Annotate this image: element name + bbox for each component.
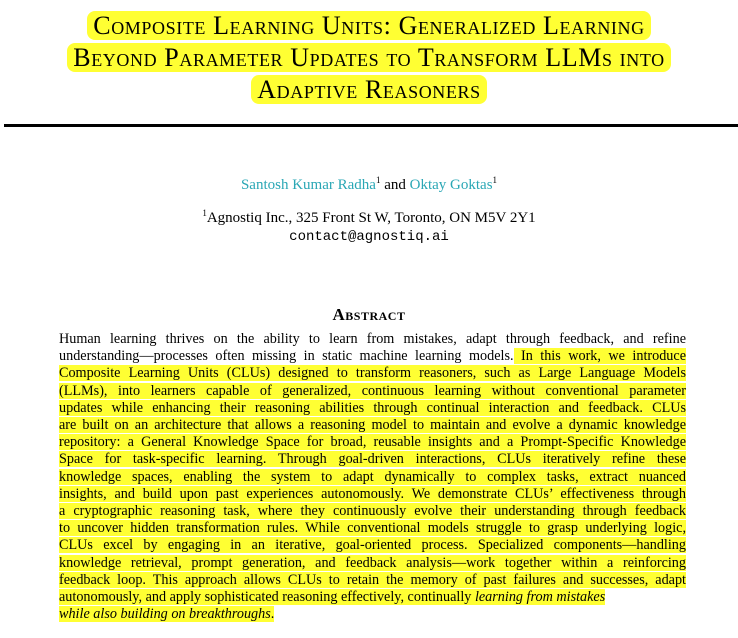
abstract-line [59, 537, 686, 554]
author-list [0, 175, 738, 195]
paper-title [0, 10, 738, 106]
affiliation-mark: 1 [202, 208, 207, 218]
abstract-line [59, 520, 686, 537]
author-2-affil-mark: 1 [492, 175, 498, 185]
author-1-affil-mark: 1 [375, 175, 381, 185]
abstract-highlight: (LLMs), into learners capable of generalized, continuous learning without conventional parameter [59, 382, 686, 399]
contact-email[interactable]: contact@agnostiq.ai [289, 229, 449, 245]
abstract-highlight: knowledge retrieval, prompt generation, and feedback analysis—work together within a reinforcing [59, 554, 686, 571]
abstract-line [59, 469, 686, 486]
abstract-line [59, 400, 686, 417]
abstract-highlight: repository: a General Knowledge Space for broad, reusable insights and a Prompt-Specific Knowledge [59, 434, 686, 451]
abstract-line [59, 331, 686, 348]
abstract-line [59, 434, 686, 451]
abstract-highlight: a cryptographic reasoning task, where they continuously evolve their understanding through feedback [59, 503, 686, 520]
abstract-text: Human learning thrives on the ability to learn from mistakes, adapt through feedback, and refine [59, 331, 686, 347]
title-line-1: Composite Learning Units: Generalized Learning [87, 11, 650, 40]
abstract-highlight: Composite Learning Units (CLUs) designed to transform reasoners, such as Large Language Models [59, 365, 686, 382]
abstract-highlight: updates while enhancing their reasoning abilities through continual interaction and feedback. CLUs [59, 399, 686, 416]
author-conjunction: and [384, 177, 406, 193]
abstract-line [59, 503, 686, 520]
abstract-line [59, 486, 686, 503]
abstract-emphasis: learning from mistakes [474, 589, 606, 606]
abstract-highlight: . [270, 606, 275, 623]
title-rule [4, 124, 738, 127]
author-name-1[interactable]: Santosh Kumar Radha [240, 177, 376, 193]
abstract-line [59, 348, 686, 365]
abstract-highlight: autonomously, and apply sophisticated reasoning effectively, continually [59, 589, 475, 606]
abstract-highlight: feedback loop. This approach allows CLUs to retain the memory of past failures and successes, adapt [59, 571, 686, 588]
abstract-body [59, 331, 686, 623]
abstract-line [59, 417, 686, 434]
title-line-3: Adaptive Reasoners [251, 75, 486, 104]
abstract-highlight: knowledge spaces, enabling the system to adapt dynamically to complex tasks, extract nuanced [59, 468, 686, 485]
abstract-highlight: are built on an architecture that allows a reasoning model to maintain and evolve a dynamic knowledge [59, 417, 686, 434]
abstract-highlight: to uncover hidden transformation rules. While conventional models struggle to grasp underlying logic, [59, 520, 686, 537]
abstract-line [59, 383, 686, 400]
abstract-line [59, 606, 686, 623]
abstract-heading: Abstract [332, 305, 406, 324]
abstract-line [59, 572, 686, 589]
abstract-highlight: insights, and build upon past experiences autonomously. We demonstrate CLUs’ effectiveness through [59, 485, 686, 502]
affiliation-block [0, 209, 738, 247]
abstract-line [59, 365, 686, 382]
abstract-emphasis: while also building on breakthroughs [59, 606, 271, 623]
abstract-highlight: Space for task-specific learning. Through goal-driven interactions, CLUs iteratively refine these [59, 451, 686, 468]
abstract-highlight: CLUs excel by engaging in an iterative, goal-oriented process. Specialized components—handling [59, 537, 686, 554]
abstract-line [59, 451, 686, 468]
author-name-2[interactable]: Oktay Goktas [409, 177, 493, 193]
abstract-line [59, 589, 686, 606]
affiliation-text: Agnostiq Inc., 325 Front St W, Toronto, ON M5V 2Y1 [206, 210, 536, 226]
abstract-text: understanding—processes often missing in static machine learning models. [59, 348, 514, 365]
title-line-2: Beyond Parameter Updates to Transform LLMs into [67, 43, 670, 72]
abstract-highlight: In this work, we introduce [513, 348, 686, 365]
abstract-line [59, 555, 686, 572]
